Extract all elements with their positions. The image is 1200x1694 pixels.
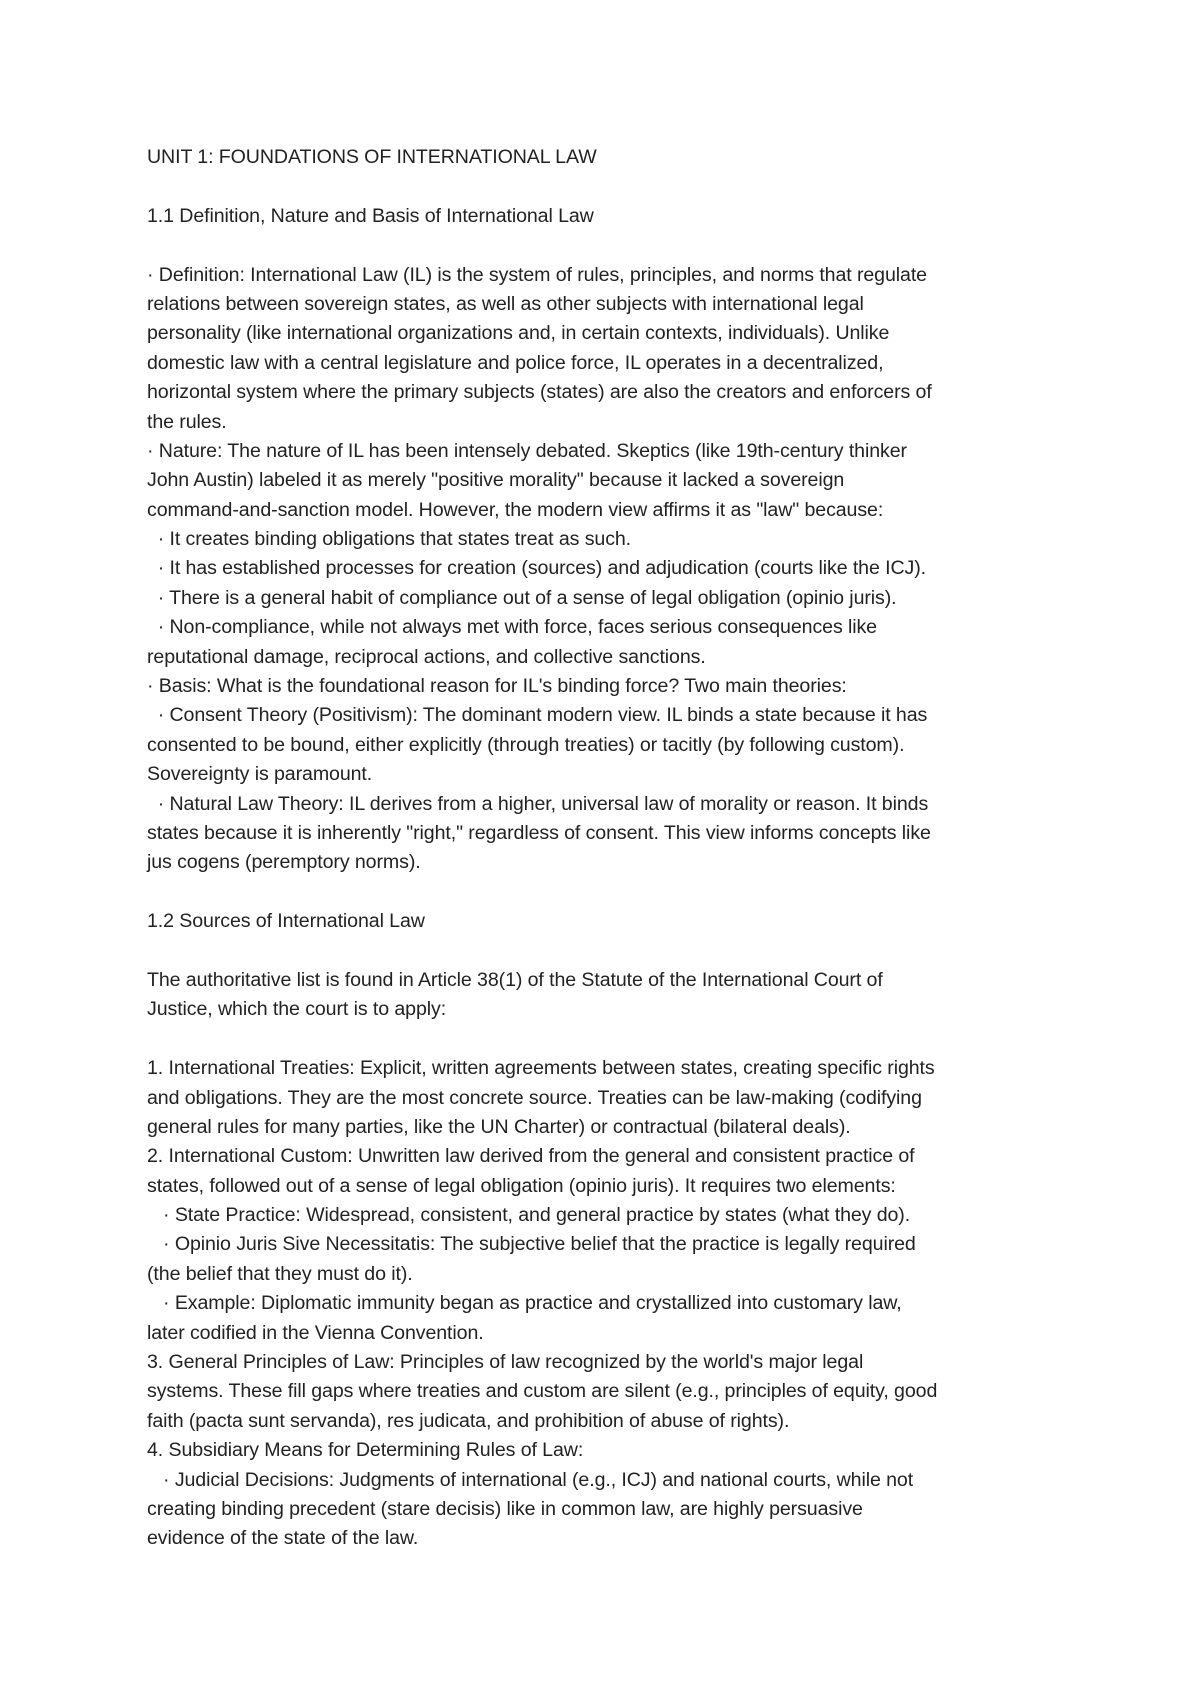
source-custom xyxy=(147,1142,1077,1348)
list-item: · Natural Law Theory: IL derives from a higher, universal law of morality or reason. It binds xyxy=(157,792,929,815)
list-item-continuation: states because it is inherently "right," regardless of consent. This view informs concepts like xyxy=(147,821,931,844)
text-line: command-and-sanction model. However, the modern view affirms it as "law" because: xyxy=(147,498,884,521)
list-item: · State Practice: Widespread, consistent, and general practice by states (what they do). xyxy=(163,1204,911,1227)
basis-paragraph: · Basis: What is the foundational reason for IL's binding force? Two main theories: xyxy=(147,675,847,698)
text-line: general rules for many parties, like the UN Charter) or contractual (bilateral deals). xyxy=(147,1115,851,1138)
source-treaties xyxy=(147,1054,1077,1142)
text-line: and obligations. They are the most concrete source. Treaties can be law-making (codifying xyxy=(147,1086,922,1109)
list-item-continuation: Sovereignty is paramount. xyxy=(147,763,373,786)
nature-paragraph xyxy=(147,437,1077,525)
text-line: horizontal system where the primary subjects (states) are also the creators and enforcers of xyxy=(147,381,932,404)
document-title: UNIT 1: FOUNDATIONS OF INTERNATIONAL LAW xyxy=(147,146,597,168)
text-line: states, followed out of a sense of legal obligation (opinio juris). It requires two elements: xyxy=(147,1174,896,1197)
list-item-continuation: (the belief that they must do it). xyxy=(147,1262,413,1285)
basis-points xyxy=(147,701,1077,877)
text-line: 4. Subsidiary Means for Determining Rules of Law: xyxy=(147,1439,584,1462)
text-line: 3. General Principles of Law: Principles of law recognized by the world's major legal xyxy=(147,1351,864,1374)
text-line: personality (like international organizations and, in certain contexts, individuals). Unlike xyxy=(147,322,890,345)
list-item: · There is a general habit of compliance out of a sense of legal obligation (opinio juris). xyxy=(157,586,897,609)
list-item: · It creates binding obligations that states treat as such. xyxy=(157,528,632,551)
text-line: Justice, which the court is to apply: xyxy=(147,998,447,1021)
text-line: domestic law with a central legislature and police force, IL operates in a decentralized, xyxy=(147,351,884,374)
sources-intro xyxy=(147,966,1077,1025)
text-line: the rules. xyxy=(147,410,227,433)
list-item: · Example: Diplomatic immunity began as practice and crystallized into customary law, xyxy=(163,1292,902,1315)
source-subsidiary-means xyxy=(147,1436,1077,1554)
text-line: · Nature: The nature of IL has been intensely debated. Skeptics (like 19th-century thinker xyxy=(147,439,907,462)
text-line: · Definition: International Law (IL) is the system of rules, principles, and norms that regulate xyxy=(147,263,927,286)
list-item: · Non-compliance, while not always met with force, faces serious consequences like xyxy=(157,616,877,639)
list-item: · It has established processes for creation (sources) and adjudication (courts like the ICJ). xyxy=(157,557,926,580)
section-heading: 1.2 Sources of International Law xyxy=(147,910,425,933)
list-item-continuation: evidence of the state of the law. xyxy=(147,1527,419,1550)
text-line: John Austin) labeled it as merely "positive morality" because it lacked a sovereign xyxy=(147,469,845,492)
text-line: 1. International Treaties: Explicit, written agreements between states, creating specific rights xyxy=(147,1057,935,1080)
definition-paragraph xyxy=(147,261,1077,437)
list-item-continuation: jus cogens (peremptory norms). xyxy=(147,851,421,874)
list-item-continuation: later codified in the Vienna Convention. xyxy=(147,1321,484,1344)
text-line: faith (pacta sunt servanda), res judicata, and prohibition of abuse of rights). xyxy=(147,1409,790,1432)
list-item: · Judicial Decisions: Judgments of international (e.g., ICJ) and national courts, while not xyxy=(163,1468,914,1491)
document-page xyxy=(147,143,1077,1554)
list-item: · Opinio Juris Sive Necessitatis: The subjective belief that the practice is legally required xyxy=(163,1233,916,1256)
text-line: 2. International Custom: Unwritten law derived from the general and consistent practice of xyxy=(147,1145,915,1168)
source-general-principles xyxy=(147,1348,1077,1436)
list-item-continuation: consented to be bound, either explicitly (through treaties) or tacitly (by following custom). xyxy=(147,733,905,756)
text-line: The authoritative list is found in Article 38(1) of the Statute of the International Court of xyxy=(147,968,883,991)
list-item: · Consent Theory (Positivism): The dominant modern view. IL binds a state because it has xyxy=(157,704,928,727)
nature-points xyxy=(147,525,1077,672)
section-heading: 1.1 Definition, Nature and Basis of International Law xyxy=(147,204,594,227)
list-item-continuation: creating binding precedent (stare decisis) like in common law, are highly persuasive xyxy=(147,1497,863,1520)
list-item-continuation: reputational damage, reciprocal actions, and collective sanctions. xyxy=(147,645,706,668)
text-line: systems. These fill gaps where treaties and custom are silent (e.g., principles of equity, good xyxy=(147,1380,938,1403)
text-line: relations between sovereign states, as well as other subjects with international legal xyxy=(147,292,864,315)
